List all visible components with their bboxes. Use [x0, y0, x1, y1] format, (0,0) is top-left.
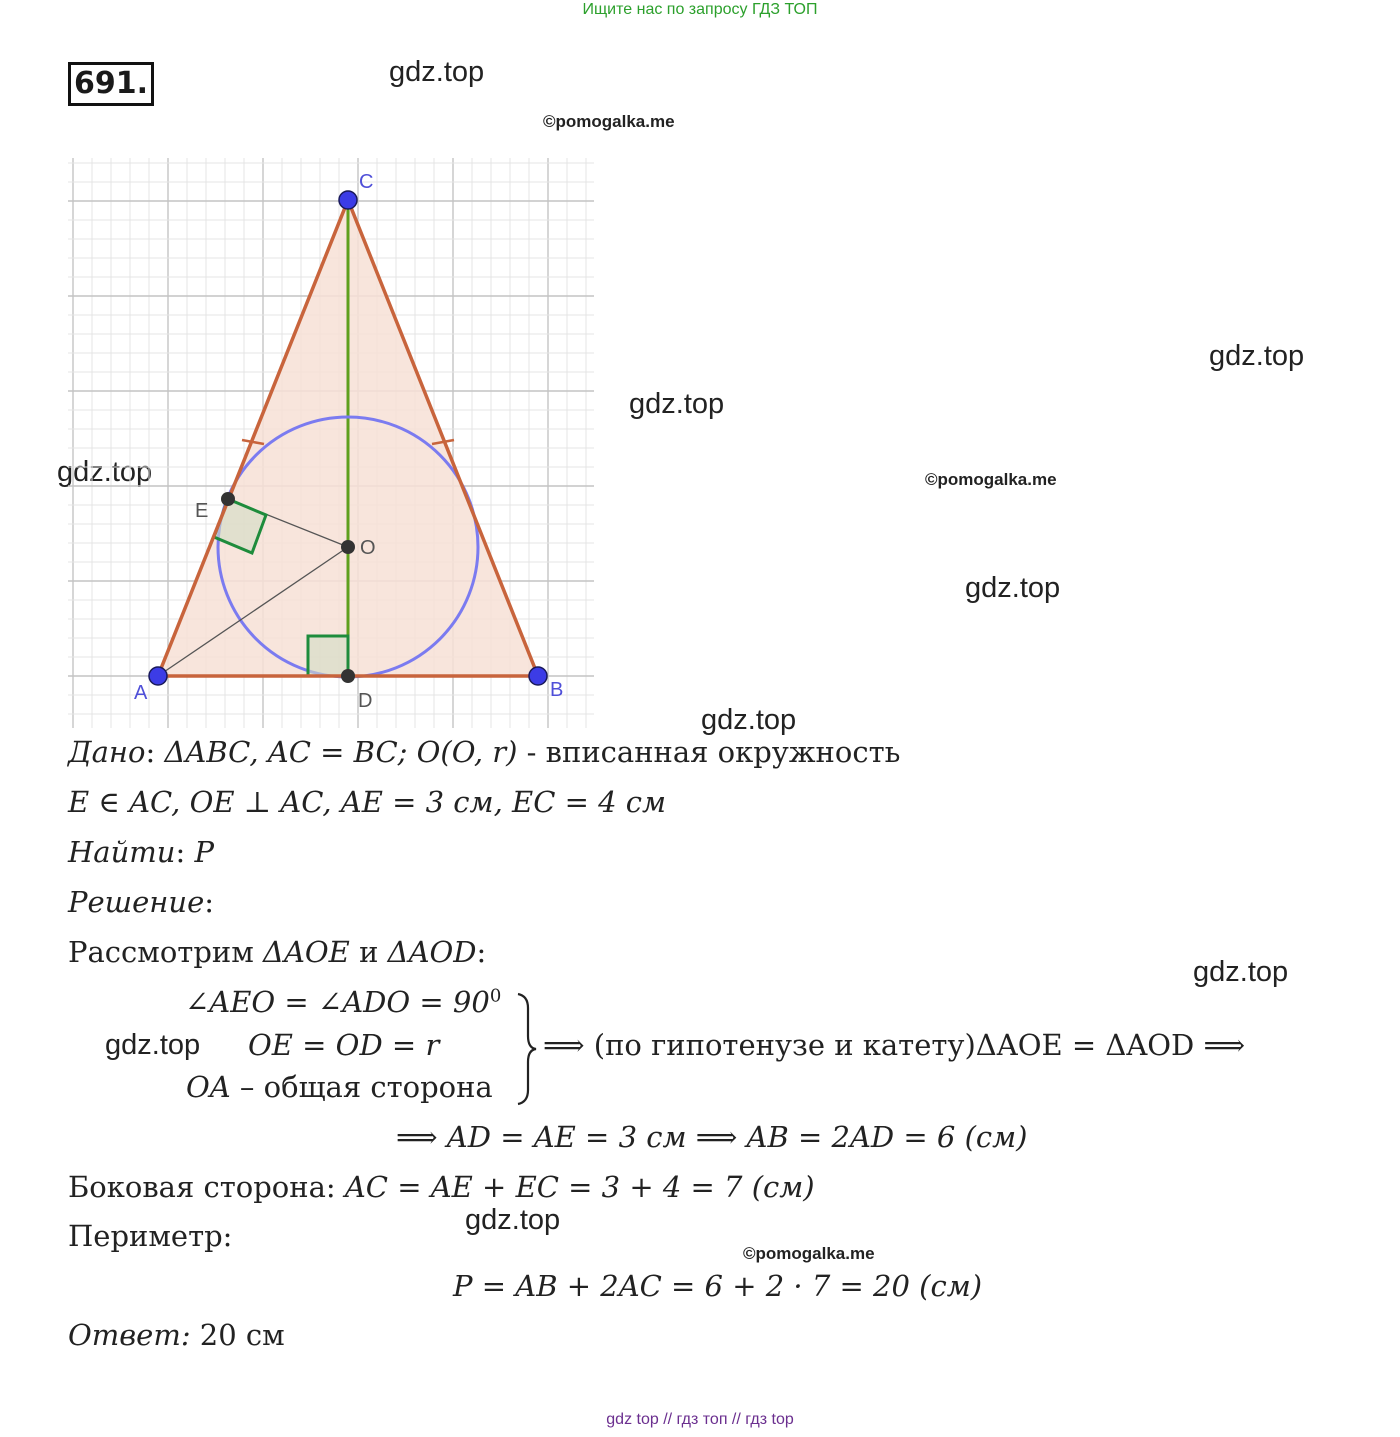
watermark-gdz: gdz.top	[965, 572, 1061, 604]
given-text-1: - вписанная окружность	[517, 735, 901, 769]
point-c	[339, 191, 357, 209]
label-o: O	[360, 537, 376, 559]
system-conclusion: ⟹ (по гипотенузе и катету)ΔAOE = ΔAOD ⟹	[543, 1028, 1246, 1062]
lateral-side-line	[68, 1170, 815, 1204]
watermark-pomogalka: ©pomogalka.me	[743, 1244, 875, 1263]
answer-line	[68, 1318, 285, 1352]
point-o	[341, 540, 355, 554]
consider-colon: :	[476, 935, 487, 969]
geometry-figure	[68, 158, 594, 728]
given-line-2: E ∈ AC, OE ⊥ AC, AE = 3 см, EC = 4 см	[68, 785, 667, 819]
solution-line: Решение:	[68, 885, 215, 919]
watermark-pomogalka: ©pomogalka.me	[543, 112, 675, 131]
answer-label: Ответ:	[68, 1318, 191, 1352]
point-d	[341, 669, 355, 683]
triangle-aod: ΔAOD	[387, 935, 477, 969]
system-angle-equality: ∠AEO = ∠ADO = 90	[185, 985, 490, 1019]
right-brace	[514, 990, 538, 1108]
degree-superscript: 0	[489, 985, 502, 1007]
find-line: Найти: P	[68, 835, 214, 869]
triangle-aoe: ΔAOE	[263, 935, 350, 969]
watermark-gdz: gdz.top	[389, 56, 485, 88]
segment-oa-label: OA	[186, 1070, 231, 1104]
answer-value: 20 см	[190, 1318, 285, 1352]
consider-text: Рассмотрим	[68, 935, 264, 969]
lateral-formula: AC = AE + EC = 3 + 4 = 7 (см)	[344, 1170, 815, 1204]
perimeter-label: Периметр:	[68, 1219, 233, 1253]
find-label: Найти	[68, 835, 176, 869]
watermark-gdz: gdz.top	[57, 456, 153, 488]
watermark-gdz: gdz.top	[701, 704, 797, 736]
common-side-text: – общая сторона	[230, 1070, 493, 1104]
point-a	[149, 667, 167, 685]
watermark-pomogalka: ©pomogalka.me	[925, 470, 1057, 489]
point-e	[221, 492, 235, 506]
system-line-1	[185, 985, 501, 1019]
perimeter-formula: P = AB + 2AC = 6 + 2 · 7 = 20 (см)	[453, 1269, 983, 1303]
right-angle-d	[308, 636, 348, 676]
consider-and: и	[349, 935, 388, 969]
watermark-gdz: gdz.top	[629, 388, 725, 420]
label-c: C	[359, 171, 374, 193]
watermark-gdz: gdz.top	[1209, 340, 1305, 372]
top-banner[interactable]: Ищите нас по запросу ГДЗ ТОП	[582, 1, 818, 18]
given-formula-1: ΔABC, AC = BC; O(O, r)	[164, 735, 518, 769]
label-b: B	[550, 679, 564, 701]
label-a: A	[134, 682, 148, 704]
given-label: Дано	[68, 735, 146, 769]
find-value: P	[194, 835, 214, 869]
step-ad-ab: ⟹ AD = AE = 3 см ⟹ AB = 2AD = 6 (см)	[396, 1120, 1028, 1154]
solution-label: Решение	[68, 885, 205, 919]
system-line-2: OE = OD = r	[248, 1028, 440, 1062]
watermark-gdz: gdz.top	[1193, 956, 1289, 988]
footer-links[interactable]: gdz top // гдз топ // гдз top	[606, 1411, 794, 1428]
lateral-label: Боковая сторона:	[68, 1170, 345, 1204]
watermark-gdz: gdz.top	[465, 1204, 561, 1236]
label-d: D	[358, 690, 373, 712]
consider-line	[68, 935, 486, 969]
system-line-3	[186, 1070, 493, 1104]
given-line-1: Дано: ΔABC, AC = BC; O(O, r) - вписанная окружность	[68, 735, 901, 769]
label-e: E	[195, 500, 209, 522]
point-b	[529, 667, 547, 685]
problem-number: 691.	[68, 62, 154, 106]
watermark-gdz: gdz.top	[105, 1029, 201, 1061]
